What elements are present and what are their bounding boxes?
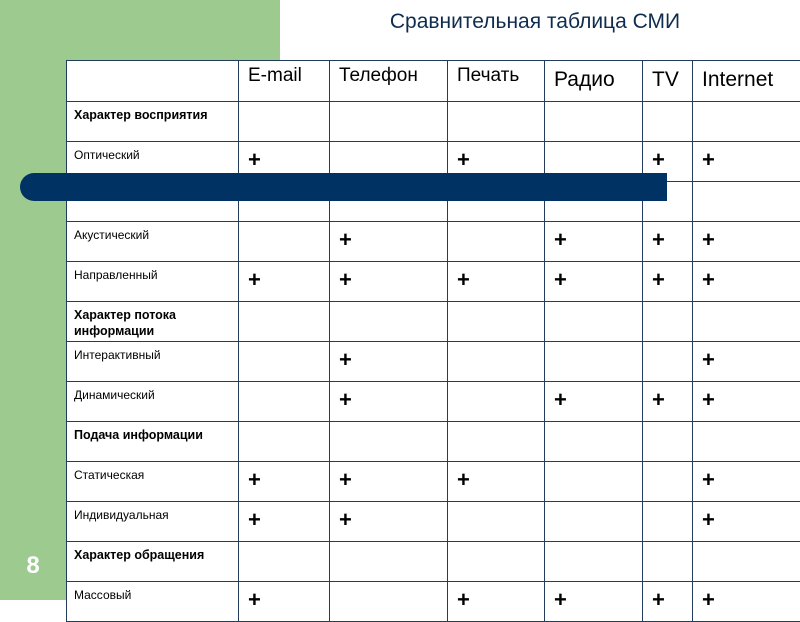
- table-row: [67, 542, 800, 582]
- table-cell: [545, 462, 643, 502]
- row-label: Массовый: [67, 582, 238, 603]
- plus-mark: [448, 302, 544, 307]
- plus-mark: +: [545, 262, 642, 293]
- table-row: [67, 342, 800, 382]
- table-cell: [693, 262, 800, 302]
- table-cell: [239, 462, 330, 502]
- plus-mark: +: [643, 222, 692, 253]
- table-cell: [693, 342, 800, 382]
- plus-mark: [239, 302, 329, 307]
- table-cell: [448, 382, 545, 422]
- table-cell: [545, 382, 643, 422]
- table-cell: [448, 422, 545, 462]
- plus-mark: +: [330, 262, 447, 293]
- table-cell: [693, 502, 800, 542]
- table-cell: [693, 142, 800, 182]
- top-green-block: [0, 0, 280, 60]
- plus-mark: [448, 422, 544, 427]
- plus-mark: [448, 102, 544, 107]
- table-row: [67, 462, 800, 502]
- table-cell: [643, 542, 693, 582]
- plus-mark: [448, 382, 544, 387]
- table-cell: [239, 302, 330, 342]
- row-label-cell: [67, 502, 239, 542]
- plus-mark: [239, 102, 329, 107]
- table-cell: [643, 422, 693, 462]
- plus-mark: [545, 502, 642, 507]
- column-header-label: E-mail: [239, 61, 329, 87]
- table-row: [67, 382, 800, 422]
- row-label: Интерактивный: [67, 342, 238, 363]
- category-label-cell: [67, 302, 239, 342]
- plus-mark: [545, 542, 642, 547]
- table-row: [67, 502, 800, 542]
- plus-mark: +: [693, 502, 800, 533]
- row-label: Индивидуальная: [67, 502, 238, 523]
- plus-mark: +: [693, 382, 800, 413]
- plus-mark: [693, 542, 800, 547]
- table-cell: [239, 542, 330, 582]
- table-row: [67, 102, 800, 142]
- plus-mark: [693, 302, 800, 307]
- plus-mark: [330, 102, 447, 107]
- table-cell: [239, 382, 330, 422]
- row-label: Оптический: [67, 142, 238, 163]
- category-label-cell: [67, 102, 239, 142]
- comparison-table: [66, 60, 800, 622]
- row-label-cell: [67, 582, 239, 622]
- table-cell: [693, 302, 800, 342]
- plus-mark: +: [239, 502, 329, 533]
- table-cell: [448, 582, 545, 622]
- plus-mark: +: [448, 462, 544, 493]
- left-green-strip: [0, 0, 66, 600]
- plus-mark: +: [545, 582, 642, 613]
- plus-mark: [545, 102, 642, 107]
- plus-mark: +: [448, 142, 544, 173]
- table-cell: [330, 382, 448, 422]
- table-cell: [448, 262, 545, 302]
- table-cell: [239, 422, 330, 462]
- table-cell: [448, 222, 545, 262]
- table-cell: [330, 102, 448, 142]
- category-label: Подача информации: [67, 422, 238, 443]
- plus-mark: +: [330, 222, 447, 253]
- plus-mark: [545, 462, 642, 467]
- plus-mark: +: [693, 462, 800, 493]
- table-cell: [448, 302, 545, 342]
- plus-mark: [239, 382, 329, 387]
- plus-mark: +: [643, 262, 692, 293]
- plus-mark: [239, 222, 329, 227]
- table-cell: [643, 222, 693, 262]
- plus-mark: +: [239, 142, 329, 173]
- plus-mark: [545, 342, 642, 347]
- plus-mark: +: [693, 582, 800, 613]
- row-label-cell: [67, 342, 239, 382]
- plus-mark: [693, 102, 800, 107]
- table-cell: [239, 262, 330, 302]
- plus-mark: [448, 542, 544, 547]
- plus-mark: [643, 542, 692, 547]
- plus-mark: [545, 302, 642, 307]
- plus-mark: +: [643, 582, 692, 613]
- slide-number: 8: [16, 552, 50, 580]
- table-row: [67, 302, 800, 342]
- plus-mark: [643, 302, 692, 307]
- column-header-label: Печать: [448, 61, 544, 87]
- plus-mark: +: [545, 222, 642, 253]
- table-cell: [239, 502, 330, 542]
- plus-mark: [448, 342, 544, 347]
- category-label-cell: [67, 422, 239, 462]
- plus-mark: [239, 422, 329, 427]
- table-cell: [643, 502, 693, 542]
- table-cell: [545, 342, 643, 382]
- column-header-tv: [643, 61, 693, 102]
- decorative-navy-bar: [20, 173, 667, 201]
- plus-mark: [448, 502, 544, 507]
- plus-mark: +: [330, 462, 447, 493]
- column-header-radio: [545, 61, 643, 102]
- category-label: Характер обращения: [67, 542, 238, 563]
- table-cell: [545, 582, 643, 622]
- slide-title: Сравнительная таблица СМИ: [300, 10, 770, 34]
- table-cell: [643, 462, 693, 502]
- plus-mark: [330, 302, 447, 307]
- table-cell: [545, 262, 643, 302]
- column-header-label: Internet: [693, 61, 800, 92]
- column-header-phone: [330, 61, 448, 102]
- table-cell: [693, 382, 800, 422]
- plus-mark: +: [330, 382, 447, 413]
- plus-mark: [643, 462, 692, 467]
- plus-mark: [239, 342, 329, 347]
- row-label-cell: [67, 382, 239, 422]
- table-cell: [330, 542, 448, 582]
- column-header-label: TV: [643, 61, 692, 92]
- plus-mark: [693, 422, 800, 427]
- row-label: Статическая: [67, 462, 238, 483]
- table-cell: [643, 342, 693, 382]
- table-cell: [693, 182, 800, 222]
- category-label-cell: [67, 542, 239, 582]
- plus-mark: [545, 422, 642, 427]
- row-label-cell: [67, 462, 239, 502]
- plus-mark: +: [239, 262, 329, 293]
- table-cell: [330, 222, 448, 262]
- table-row: [67, 582, 800, 622]
- plus-mark: [330, 142, 447, 147]
- table-cell: [448, 462, 545, 502]
- plus-mark: [239, 542, 329, 547]
- table-cell: [545, 422, 643, 462]
- table-header-row: [67, 61, 800, 102]
- row-label: Динамический: [67, 382, 238, 403]
- column-header-print: [448, 61, 545, 102]
- row-label: Акустический: [67, 222, 238, 243]
- table-cell: [330, 342, 448, 382]
- plus-mark: +: [545, 382, 642, 413]
- table-cell: [643, 102, 693, 142]
- table-cell: [330, 422, 448, 462]
- plus-mark: [448, 222, 544, 227]
- header-corner-cell: [67, 61, 239, 102]
- table-cell: [239, 102, 330, 142]
- table-cell: [643, 262, 693, 302]
- table-cell: [448, 102, 545, 142]
- table-cell: [239, 222, 330, 262]
- column-header-email: [239, 61, 330, 102]
- plus-mark: +: [693, 342, 800, 373]
- table-cell: [693, 462, 800, 502]
- table-cell: [330, 302, 448, 342]
- category-label: Характер восприятия: [67, 102, 238, 123]
- row-label-cell: [67, 262, 239, 302]
- table-cell: [693, 102, 800, 142]
- plus-mark: +: [330, 342, 447, 373]
- table-cell: [643, 382, 693, 422]
- plus-mark: +: [239, 462, 329, 493]
- table-row: [67, 422, 800, 462]
- table-cell: [239, 342, 330, 382]
- table-cell: [643, 302, 693, 342]
- plus-mark: +: [448, 262, 544, 293]
- table-cell: [545, 102, 643, 142]
- plus-mark: [330, 542, 447, 547]
- plus-mark: +: [448, 582, 544, 613]
- plus-mark: +: [643, 142, 692, 173]
- column-header-internet: [693, 61, 800, 102]
- plus-mark: +: [693, 142, 800, 173]
- plus-mark: +: [693, 262, 800, 293]
- column-header-label: Радио: [545, 61, 642, 92]
- table-cell: [330, 262, 448, 302]
- plus-mark: +: [239, 582, 329, 613]
- table-cell: [545, 302, 643, 342]
- table-row: [67, 222, 800, 262]
- plus-mark: [643, 342, 692, 347]
- row-label-cell: [67, 222, 239, 262]
- table-cell: [239, 582, 330, 622]
- table-row: [67, 262, 800, 302]
- table-cell: [545, 542, 643, 582]
- plus-mark: [643, 502, 692, 507]
- table-cell: [330, 582, 448, 622]
- table-cell: [330, 502, 448, 542]
- table-cell: [693, 422, 800, 462]
- plus-mark: [330, 422, 447, 427]
- plus-mark: +: [693, 222, 800, 253]
- table-cell: [448, 542, 545, 582]
- plus-mark: [545, 142, 642, 147]
- plus-mark: +: [330, 502, 447, 533]
- table-cell: [693, 542, 800, 582]
- table-cell: [545, 502, 643, 542]
- plus-mark: [330, 582, 447, 587]
- table-cell: [693, 582, 800, 622]
- plus-mark: [643, 422, 692, 427]
- table-cell: [545, 222, 643, 262]
- table-cell: [448, 342, 545, 382]
- table-cell: [448, 502, 545, 542]
- table-body: [67, 61, 800, 622]
- table-cell: [330, 462, 448, 502]
- table-cell: [643, 582, 693, 622]
- plus-mark: [693, 182, 800, 187]
- plus-mark: +: [643, 382, 692, 413]
- plus-mark: [643, 102, 692, 107]
- category-label: Характер потока информации: [67, 302, 238, 339]
- column-header-label: Телефон: [330, 61, 447, 87]
- row-label: Направленный: [67, 262, 238, 283]
- table-cell: [693, 222, 800, 262]
